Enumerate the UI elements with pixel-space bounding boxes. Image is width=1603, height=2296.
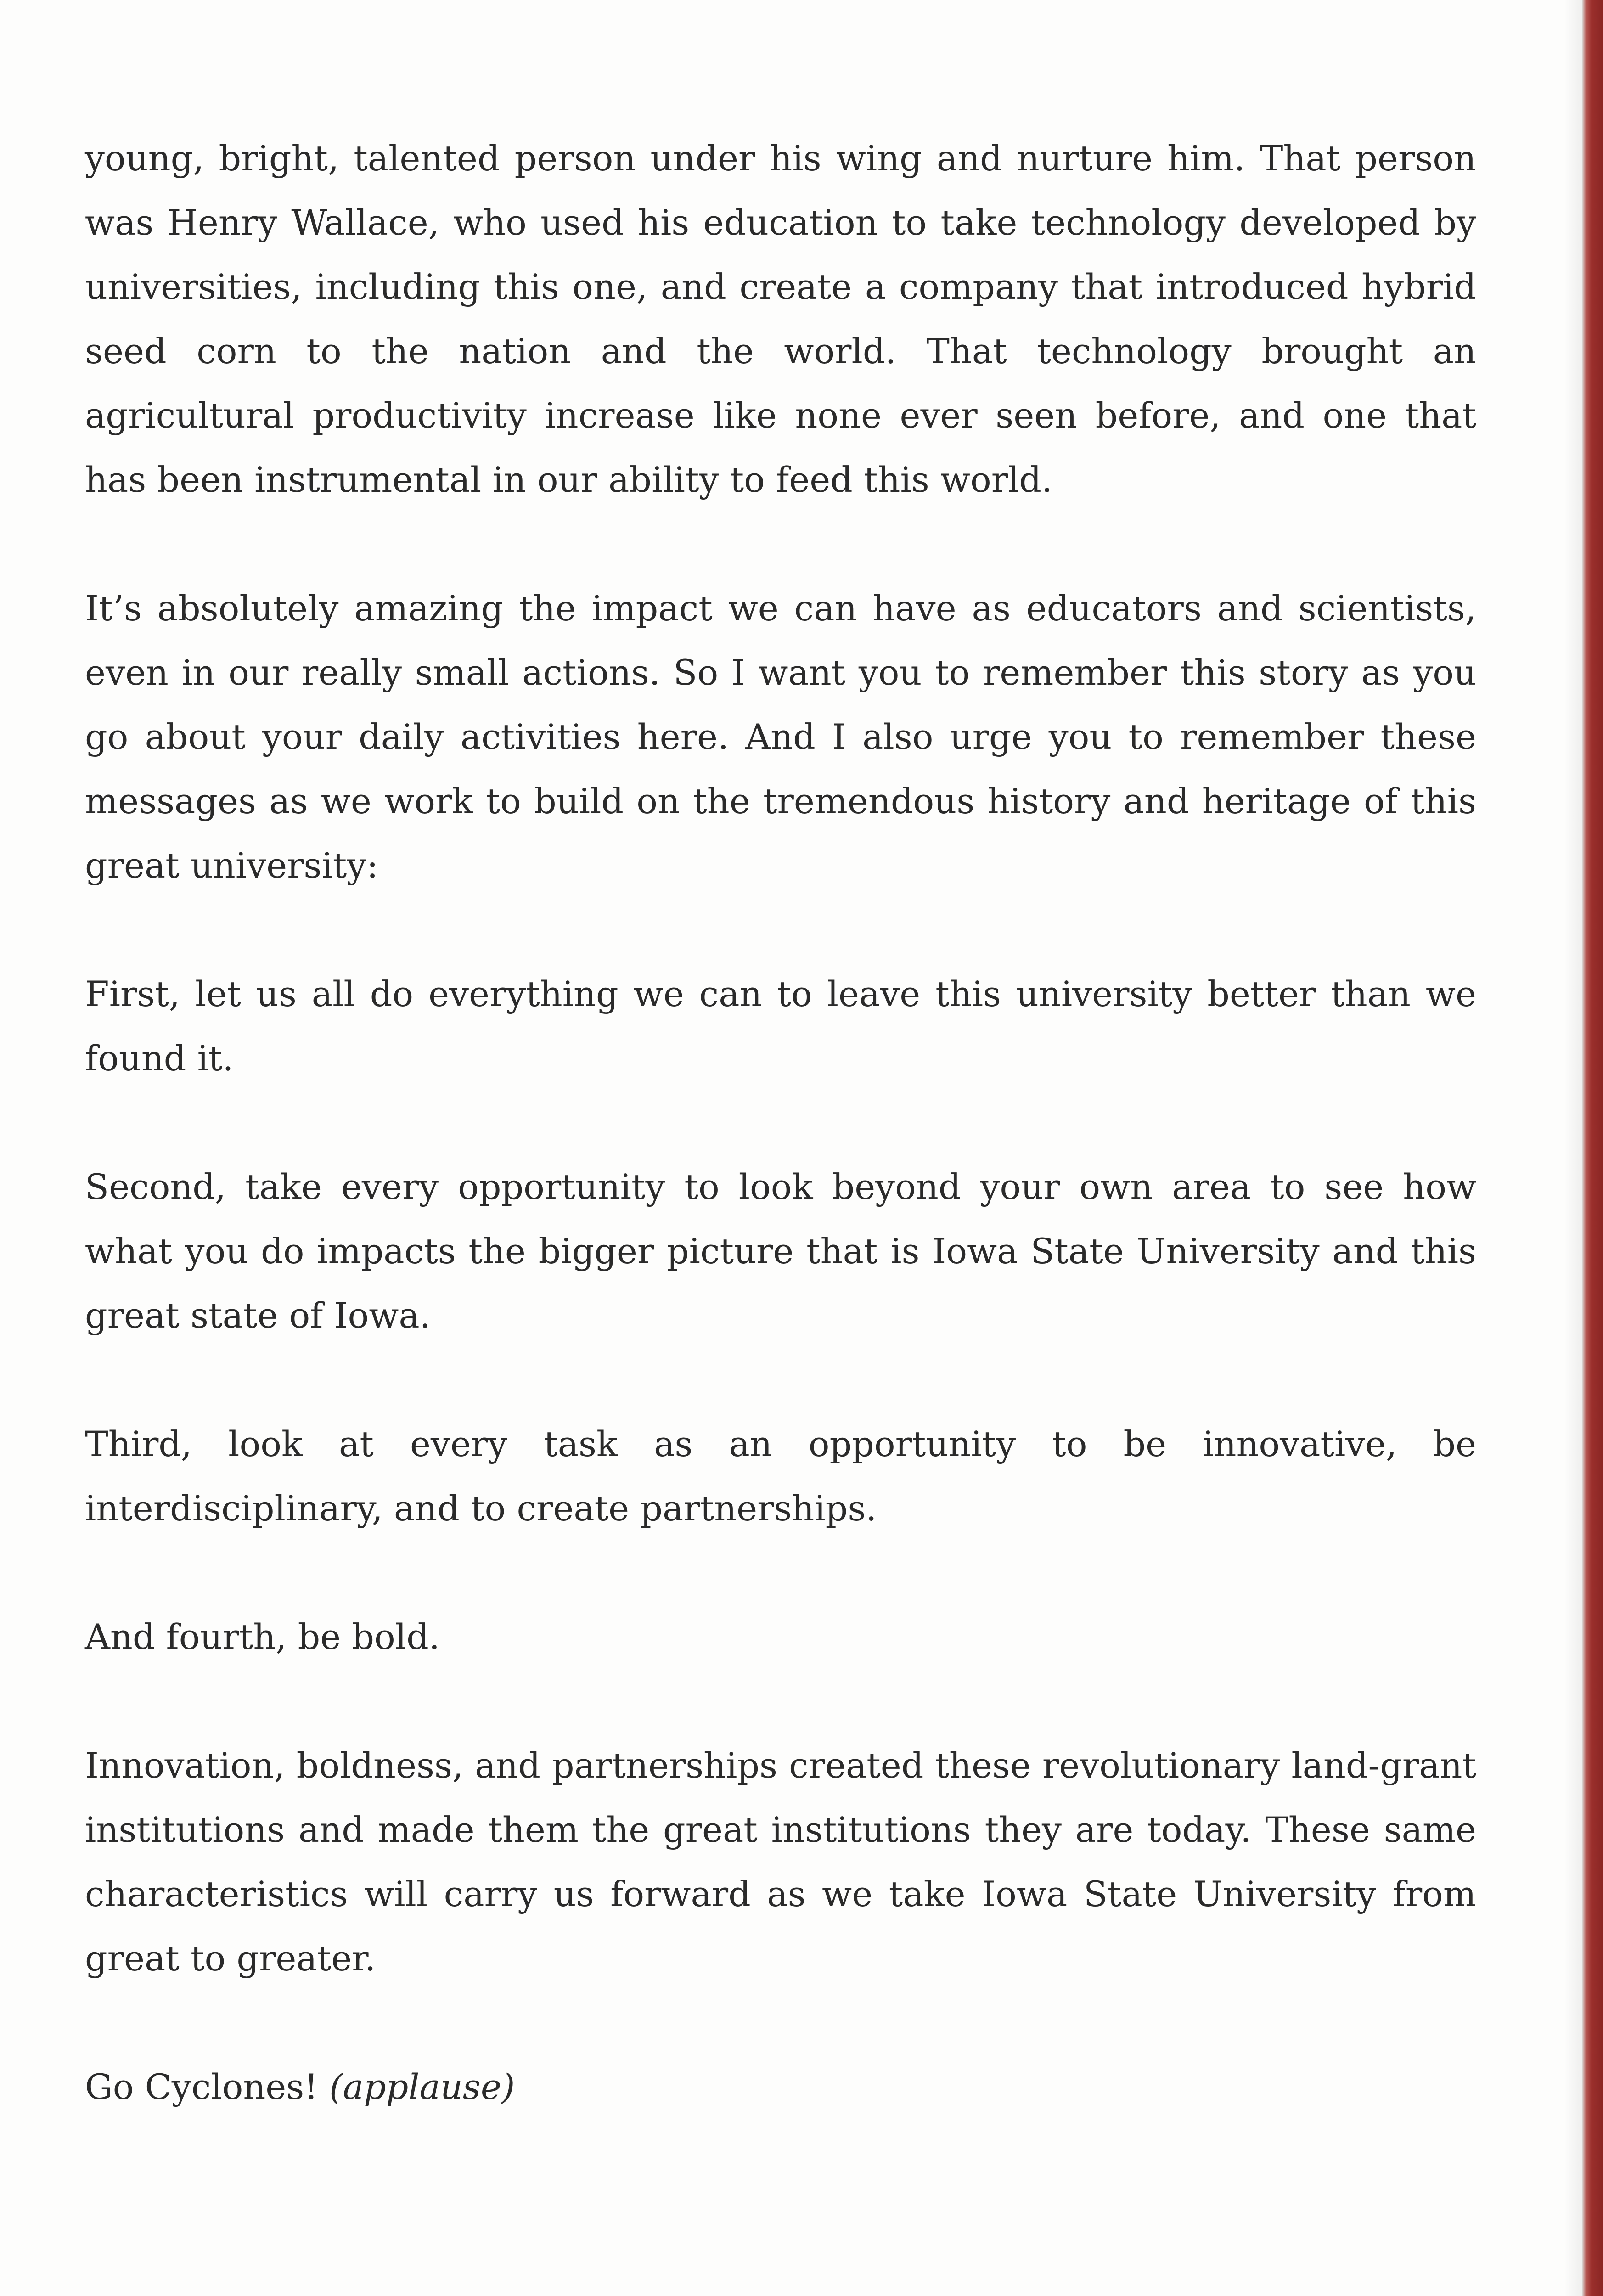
paragraph-first: First, let us all do everything we can to leave this university better than we found it. [85,974,1476,1079]
paragraph-closing [85,2055,1476,2119]
paragraph-third: Third, look at every task as an opportunity to be innovative, be interdisciplinary, and to create partnerships. [85,1424,1476,1529]
body-text [85,126,1476,2183]
paragraph-impact: It’s absolutely amazing the impact we can have as educators and scientists, even in our really small actions. So I want you to remember this story as you go about your daily activities here. And I also urge you to remember these messages as we work to build on the tremendous history and heritage of this great university: [85,588,1476,886]
paragraph-innovation: Innovation, boldness, and partnerships created these revolutionary land-grant institutions and made them the great institutions they are today. These same characteristics will carry us forward as we take Iowa State University from great to greater. [85,1745,1476,1979]
applause-note: (applause) [329,2066,515,2107]
paragraph-henry-wallace: young, bright, talented person under his wing and nurture him. That person was Henry Wallace, who used his education to take technology developed by universities, including this one, and create a company that introduced hybrid seed corn to the nation and the world. That technology brought an agricultural productivity increase like none ever seen before, and one that has been instrumental in our ability to feed this world. [85,138,1476,500]
binding-shadow [1564,0,1582,2296]
paragraph-second: Second, take every opportunity to look beyond your own area to see how what you do impacts the bigger picture that is Iowa State University and this great state of Iowa. [85,1166,1476,1336]
book-binding-edge [1582,0,1603,2296]
closing-text: Go Cyclones! [85,2066,318,2107]
paragraph-fourth: And fourth, be bold. [85,1616,440,1657]
